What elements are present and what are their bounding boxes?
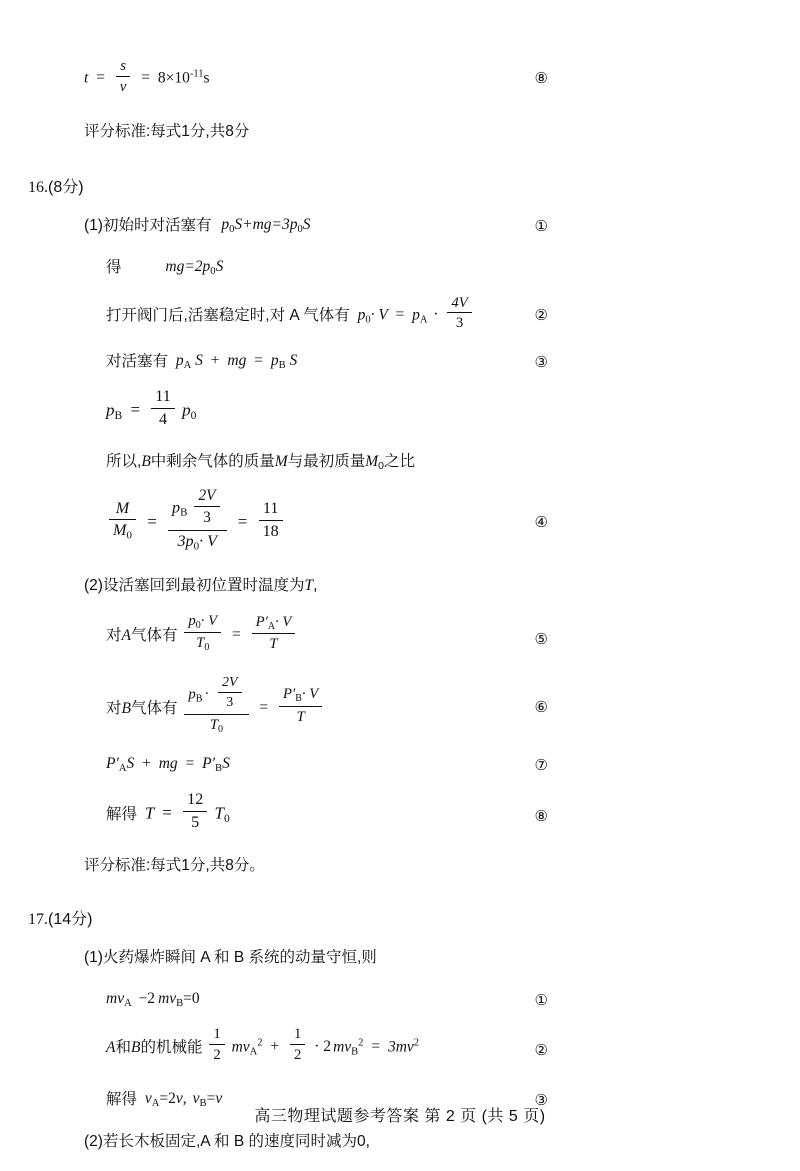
part-1-text: 初始时对活塞有: [102, 216, 212, 234]
q17-eq1: $mv_A -2$ $mv_B=0$: [106, 989, 200, 1009]
q16-part2-line: [24, 573, 776, 601]
q17-eq1-line: [24, 987, 776, 1015]
value-8e: 8×10: [157, 69, 190, 87]
q17-eq2-line: [24, 1026, 776, 1073]
q16-eq7-line: [24, 752, 776, 780]
scoring-note-top: 评分标准:每式1分,共8分: [84, 123, 250, 141]
fraction-2v-3: $\frac{2V}{3}$: [194, 487, 219, 526]
q16-eq6: $p_B$ · $\frac{2V}{3}$ $T_0$ = $\frac{P'_B\cdot V}{T}$: [181, 679, 325, 738]
fraction-12-5: $\frac{12}{5}$: [183, 791, 207, 832]
gasA-text: 对A气体有: [106, 626, 178, 644]
q16-eq8: T = $\frac{12}{5}$ $T_0$: [144, 791, 230, 831]
q16-eq8-line: [24, 791, 776, 840]
fraction-2v-3b: $\frac{2V}{3}$: [218, 675, 242, 711]
q17-eq-marker-1: ①: [534, 992, 548, 1009]
gasB-text: 对B气体有: [106, 699, 178, 717]
q16-part1-line: [24, 213, 776, 241]
equation-8-time: [24, 57, 776, 98]
eq-marker-7: ⑦: [534, 757, 548, 774]
q17-eq2: $\frac{1}{2}$ $mv_A^2$ + $\frac{1}{2}$ · 2 $mv_B^2 = 3mv^2$: [206, 1029, 419, 1067]
q17-part2-line: [24, 1129, 776, 1157]
q17-part1-text: (1)火药爆炸瞬间 A 和 B 系统的动量守恒,则: [84, 948, 377, 966]
piston-text: 对活塞有: [106, 352, 169, 370]
q16-eq7: $P'_AS$ + mg = $P'_BS$: [106, 754, 230, 774]
q17-solve-label: 解得: [106, 1090, 138, 1108]
question-16-number: 16.: [28, 178, 48, 196]
q16-eq-mg: $mg=2p_0S$: [165, 257, 224, 277]
q17-part1-line: [24, 945, 776, 973]
ratio-text: 所以,B中剩余气体的质量M与最初质量$M_0$之比: [106, 452, 416, 472]
q16-gasB-line: [24, 674, 776, 738]
eq-marker-5: ⑤: [534, 631, 548, 648]
q16-gasA-line: [24, 612, 776, 665]
q17-eq-marker-3: ③: [534, 1092, 548, 1109]
eq-marker-4: ④: [534, 515, 548, 532]
q16-eq3: $p_A$ S + mg = $p_B$ S: [175, 351, 298, 371]
q17-energy-text: A和B的机械能: [106, 1039, 203, 1056]
label-de: 得: [106, 258, 122, 276]
fraction-1-2-a: $\frac{1}{2}$: [209, 1026, 224, 1064]
question-17-heading: [24, 906, 776, 929]
eq-marker-2: ②: [534, 307, 548, 324]
page-content: [24, 57, 776, 1171]
fraction-mass-ratio: $p_B$ $\frac{2V}{3}$ $3p_0\cdot V$: [168, 489, 226, 552]
eq-marker-8: ⑧: [534, 70, 548, 87]
q16-eq-pb: $p_B$ = $\frac{11}{4}$ $p_0$: [106, 388, 197, 428]
exponent: -11: [189, 68, 204, 80]
q16-ratio-eq-line: [24, 486, 776, 555]
equals-sign-2: =: [141, 69, 150, 87]
fraction-PBV-T: $\frac{P'_B\cdot V}{T}$: [279, 686, 322, 725]
eq-marker-1: ①: [534, 218, 548, 235]
question-16-score: (8分): [48, 178, 84, 196]
fraction-p0V-T0: $\frac{p_0\cdot V}{T_0}$: [184, 613, 221, 654]
fraction-pB2V3-T0: $p_B$ · $\frac{2V}{3}$ $T_0$: [184, 677, 248, 736]
part-1-label: (1): [84, 216, 103, 234]
q16-ratio-text-line: [24, 450, 776, 478]
part-2-text: (2)设活塞回到最初位置时温度为T,: [84, 576, 318, 594]
q16-pb-line: [24, 388, 776, 432]
equals-sign: =: [96, 69, 105, 87]
fraction-11-18: $\frac{11}{18}$: [259, 500, 283, 541]
page-footer: 高三物理试题参考答案 第 2 页 (共 5 页): [254, 1108, 546, 1125]
q16-derive-line: [24, 255, 776, 283]
q17-eq-marker-2: ②: [534, 1042, 548, 1059]
question-17-score: (14分): [48, 910, 93, 928]
fraction-11-4: $\frac{11}{4}$: [151, 388, 175, 429]
fraction-PAV-T: $\frac{P'_A\cdot V}{T}$: [252, 614, 296, 653]
q16-eq1: $p_0S+mg=3p_0S$: [221, 215, 311, 235]
q17-part2-text: (2)若长木板固定,A 和 B 的速度同时减为0,: [84, 1132, 370, 1150]
fraction-M-M0: $\frac{M}{M_0}$: [109, 500, 136, 542]
q16-eq4: $\frac{M}{M_0}$ = $p_B$ $\frac{2V}{3}$ $3p_0\cdot V$ = $\frac{11}{18}$: [106, 492, 286, 555]
q16-eq5: $\frac{p_0\cdot V}{T_0}$ = $\frac{P'_A\cdot V}{T}$: [181, 615, 298, 656]
q16-valve-line: [24, 294, 776, 335]
eq-marker-3: ③: [534, 354, 548, 371]
q16-eq2: $p_0\cdot V = p_A$ · $\frac{4V}{3}$: [358, 297, 475, 335]
valve-text: 打开阀门后,活塞稳定时,对 A 气体有: [106, 307, 350, 325]
q17-eq3: $v_A=2v$, $v_B=v$: [144, 1089, 223, 1109]
eq-marker-8b: ⑧: [534, 808, 548, 825]
symbol-t: t: [84, 69, 89, 87]
question-17-number: 17.: [28, 910, 48, 928]
question-16-heading: [24, 174, 776, 197]
fraction-s-over-v: $\frac{s}{v}$: [116, 58, 131, 96]
q16-piston-line: [24, 349, 776, 377]
fraction-1-2-b: $\frac{1}{2}$: [290, 1026, 305, 1064]
unit-s: s: [203, 69, 210, 87]
solve-label: 解得: [106, 805, 138, 823]
scoring-note-q16: 评分标准:每式1分,共8分。: [84, 856, 265, 874]
fraction-4v-3: $\frac{4V}{3}$: [447, 295, 471, 333]
eq-marker-6: ⑥: [534, 700, 548, 717]
